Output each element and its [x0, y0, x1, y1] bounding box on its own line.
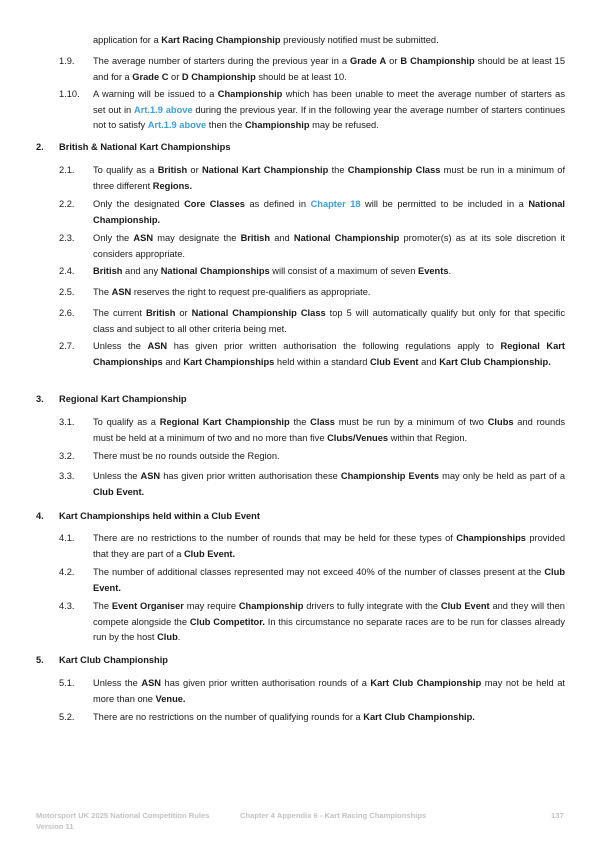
text-run: has given prior written authorisation the following regulations apply to — [167, 341, 501, 351]
text-run: and they will then compete alongside the — [93, 601, 565, 627]
paragraph-number: 4.2. — [59, 567, 75, 577]
defined-term: Grade C — [132, 71, 169, 82]
text-run: then the — [206, 120, 245, 131]
defined-term: Kart Championships — [183, 356, 275, 367]
text-run: may require — [183, 601, 239, 611]
text-run: Only the designated — [93, 199, 185, 209]
section-heading-3: Regional Kart Championship — [59, 394, 187, 404]
text-run: Only the — [93, 233, 134, 243]
defined-term: Regional Kart Championships — [93, 341, 565, 367]
text-run: drivers to fully integrate with the — [303, 601, 441, 611]
defined-term: Club Event. — [183, 548, 236, 559]
text-run: should be at least 10. — [255, 71, 347, 82]
text-run: has given prior written authorisation rounds of a — [161, 678, 371, 688]
text-run: The number of additional classes represented may not exceed 40% of the number of classes present at the — [93, 567, 545, 577]
text-run: previously notified must be submitted. — [280, 35, 439, 45]
text-run: and — [270, 233, 294, 243]
text-run: held within a standard — [274, 356, 370, 367]
paragraph-2-6 — [93, 306, 565, 337]
paragraph-3-1 — [93, 415, 565, 446]
defined-term: Championship — [238, 601, 304, 611]
paragraph-number: 3.3. — [59, 471, 75, 481]
defined-term: National Championships — [160, 266, 270, 276]
defined-term: Event Organiser — [111, 601, 184, 611]
paragraph-number: 5.2. — [59, 712, 75, 722]
paragraph-number: 2.7. — [59, 341, 75, 351]
paragraph-continuation — [93, 33, 565, 49]
defined-term: National Championship — [293, 233, 400, 243]
paragraph-number: 4.3. — [59, 601, 75, 611]
paragraph-3-2 — [93, 449, 565, 465]
text-run: There must be no rounds outside the Region. — [93, 451, 280, 461]
text-run: provided that they are part of a — [93, 533, 566, 559]
text-run: . — [177, 632, 181, 643]
paragraph-number: 2.3. — [59, 233, 75, 243]
defined-term: Kart Racing Championship — [161, 35, 281, 45]
defined-term: Championship — [217, 89, 283, 99]
footer-version: Version 11 — [36, 822, 74, 831]
defined-term: Club Event — [369, 356, 419, 367]
paragraph-5-1 — [93, 676, 565, 707]
text-run: and — [162, 356, 184, 367]
paragraph-3-3 — [93, 469, 565, 500]
section-number: 5. — [36, 655, 44, 665]
defined-term: Club — [157, 632, 178, 643]
text-run: which has been unable to meet the average number of starters as set out in — [93, 89, 565, 115]
defined-term: Club Event. — [93, 567, 565, 593]
paragraph-number: 1.10. — [59, 89, 80, 99]
paragraph-5-2 — [93, 710, 565, 726]
section-number: 4. — [36, 511, 44, 521]
paragraph-number: 2.2. — [59, 199, 75, 209]
text-run: or — [168, 71, 182, 82]
text-run: Unless the — [93, 678, 142, 688]
text-run: may be refused. — [309, 120, 379, 131]
text-run: To qualify as a — [93, 165, 158, 175]
text-run: The — [93, 601, 112, 611]
section-heading-5: Kart Club Championship — [59, 655, 168, 665]
paragraph-2-1 — [93, 163, 565, 194]
paragraph-4-2 — [93, 565, 565, 596]
text-run: and any — [122, 266, 161, 276]
text-run: The — [93, 287, 112, 297]
text-run: Unless the — [93, 341, 148, 351]
paragraph-number: 2.5. — [59, 287, 75, 297]
text-run: application for a — [93, 35, 162, 45]
defined-term: ASN — [141, 678, 162, 688]
paragraph-number: 5.1. — [59, 678, 75, 688]
paragraph-2-3 — [93, 231, 565, 262]
defined-term: Championship — [244, 120, 310, 131]
defined-term: Kart Club Championship. — [439, 356, 551, 367]
defined-term: B Championship — [400, 56, 475, 66]
text-run: and rounds must be held at a minimum of two and no more than five — [93, 417, 566, 443]
text-run: will consist of a maximum of seven — [269, 266, 418, 276]
defined-term: Core Classes — [184, 199, 245, 209]
text-run: during the previous year. If in the following year the average number of starters continues not to satisfy — [93, 104, 566, 131]
defined-term: Clubs/Venues — [327, 432, 389, 443]
section-heading-4: Kart Championships held within a Club Event — [59, 511, 260, 521]
text-run: may designate the — [153, 233, 241, 243]
text-run: There are no restrictions on the number of qualifying rounds for a — [93, 712, 364, 722]
text-run: reserves the right to request pre-qualifiers as appropriate. — [131, 287, 371, 297]
text-run: the — [289, 417, 311, 427]
text-run: must be run by a minimum of two — [334, 417, 488, 427]
defined-term: British — [240, 233, 271, 243]
defined-term: Championship Class — [347, 165, 441, 175]
defined-term: ASN — [140, 471, 161, 481]
text-run: must be run in a minimum of three different — [93, 165, 566, 191]
text-run: A warning will be issued to a — [93, 89, 218, 99]
paragraph-number: 3.1. — [59, 417, 75, 427]
text-run: The average number of starters during the previous year in a — [93, 56, 350, 66]
paragraph-1-9 — [93, 54, 565, 85]
text-run: promoter(s) as at its sole discretion it considers appropriate. — [93, 233, 565, 259]
text-run: or — [187, 165, 202, 175]
defined-term: Regional Kart Championship — [159, 417, 290, 427]
text-run: within that Region. — [388, 432, 468, 443]
defined-term: National Championship Class — [191, 308, 326, 318]
text-run: the — [328, 165, 348, 175]
paragraph-4-3 — [93, 599, 565, 646]
text-run: Unless the — [93, 471, 141, 481]
paragraph-number: 1.9. — [59, 56, 75, 66]
defined-term: Kart Club Championship — [370, 678, 482, 688]
text-run: To qualify as a — [93, 417, 160, 427]
text-run: There are no restrictions to the number of rounds that may be held for these types of — [93, 533, 457, 543]
defined-term: ASN — [111, 287, 132, 297]
defined-term: Club Event. — [93, 486, 145, 497]
text-run: or — [386, 56, 401, 66]
defined-term: Venue. — [155, 693, 186, 704]
defined-term: Class — [310, 417, 335, 427]
paragraph-2-2 — [93, 197, 565, 228]
defined-term: Events — [418, 266, 449, 276]
text-run: has given prior written authorisation these — [160, 471, 341, 481]
paragraph-4-1 — [93, 531, 565, 562]
paragraph-number: 2.6. — [59, 308, 75, 318]
defined-term: National Kart Championship — [201, 165, 329, 175]
defined-term: Clubs — [487, 417, 514, 427]
text-run: or — [175, 308, 192, 318]
paragraph-1-10 — [93, 87, 565, 134]
paragraph-number: 2.1. — [59, 165, 75, 175]
defined-term: ASN — [133, 233, 154, 243]
footer-page-number: 137 — [551, 811, 564, 820]
cross-reference-link[interactable]: Art.1.9 above — [134, 104, 193, 115]
defined-term: Club Event — [440, 601, 490, 611]
text-run: will be permitted to be included in a — [360, 199, 529, 209]
paragraph-2-5 — [93, 285, 565, 301]
defined-term: D Championship — [181, 71, 256, 82]
footer-chapter-title: Chapter 4 Appendix 6 - Kart Racing Championships — [240, 811, 427, 820]
defined-term: British — [93, 266, 123, 276]
text-run: as defined in — [244, 199, 311, 209]
defined-term: Championships — [456, 533, 526, 543]
defined-term: Kart Club Championship. — [363, 712, 475, 722]
paragraph-number: 2.4. — [59, 266, 75, 276]
text-run: The current — [93, 308, 146, 318]
paragraph-2-4 — [93, 264, 565, 280]
paragraph-2-7 — [93, 339, 565, 370]
defined-term: Club Competitor. — [189, 616, 265, 627]
cross-reference-link[interactable]: Art.1.9 above — [147, 120, 207, 131]
text-run: and — [418, 356, 440, 367]
text-run: may only be held as part of a — [439, 471, 565, 481]
defined-term: Championship Events — [340, 471, 440, 481]
section-heading-2: British & National Kart Championships — [59, 142, 231, 152]
paragraph-number: 4.1. — [59, 533, 75, 543]
text-run: top 5 will automatically qualify but only for that specific class and subject to all other criteria being met. — [93, 308, 566, 334]
text-run: . — [448, 266, 452, 276]
defined-term: Regions. — [152, 180, 193, 191]
text-run: In this circumstance no separate races are to be run for classes already run by the host — [93, 616, 565, 643]
cross-reference-link[interactable]: Chapter 18 — [310, 199, 361, 209]
defined-term: ASN — [147, 341, 168, 351]
footer-document-title: Motorsport UK 2025 National Competition Rules — [36, 811, 210, 820]
paragraph-number: 3.2. — [59, 451, 75, 461]
section-number: 3. — [36, 394, 44, 404]
text-run: should be at least 15 and for a — [93, 56, 566, 82]
defined-term: British — [157, 165, 188, 175]
section-number: 2. — [36, 142, 44, 152]
defined-term: British — [145, 308, 176, 318]
defined-term: Grade A — [349, 56, 387, 66]
text-run: may not be held at more than one — [93, 678, 565, 704]
defined-term: National Championship. — [93, 199, 566, 225]
